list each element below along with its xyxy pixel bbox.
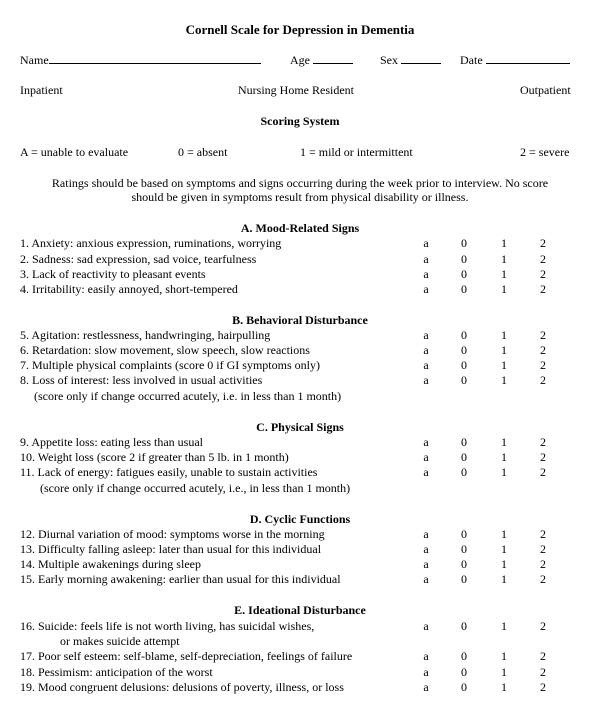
score-1[interactable]: 1 (501, 665, 507, 679)
score-0[interactable]: 0 (461, 328, 467, 342)
item-text: 7. Multiple physical complaints (score 0 if GI symptoms only) (20, 358, 320, 372)
score-0[interactable]: 0 (461, 252, 467, 266)
score-1[interactable]: 1 (501, 450, 507, 464)
score-2[interactable]: 2 (540, 343, 546, 357)
score-0[interactable]: 0 (461, 373, 467, 387)
item-text: 19. Mood congruent delusions: delusions of poverty, illness, or loss (20, 680, 344, 694)
score-2[interactable]: 2 (540, 665, 546, 679)
item-text: 14. Multiple awakenings during sleep (20, 557, 201, 571)
item-row (20, 450, 580, 465)
score-2[interactable]: 2 (540, 527, 546, 541)
item-text: 1. Anxiety: anxious expression, ruminations, worrying (20, 236, 282, 250)
scoring-heading: Scoring System (260, 114, 340, 128)
item-row (20, 680, 580, 695)
score-a[interactable]: a (423, 328, 429, 342)
inpatient-option: Inpatient (20, 83, 63, 97)
name-label: Name (20, 53, 49, 67)
item-row (20, 343, 580, 358)
item-row (20, 465, 580, 480)
item-text: 6. Retardation: slow movement, slow speech, slow reactions (20, 343, 310, 357)
score-0[interactable]: 0 (461, 282, 467, 296)
score-0[interactable]: 0 (461, 572, 467, 586)
score-a[interactable]: a (423, 435, 429, 449)
score-a[interactable]: a (423, 373, 429, 387)
score-1[interactable]: 1 (501, 557, 507, 571)
scoring-two: 2 = severe (520, 145, 570, 159)
scoring-a: A = unable to evaluate (20, 145, 129, 159)
score-1[interactable]: 1 (501, 572, 507, 586)
score-0[interactable]: 0 (461, 267, 467, 281)
score-2[interactable]: 2 (540, 373, 546, 387)
section-title: B. Behavioral Disturbance (232, 313, 368, 327)
age-field[interactable] (290, 52, 353, 68)
instructions-line-1: Ratings should be based on symptoms and signs occurring during the week prior to interview. No score (51, 176, 549, 190)
score-1[interactable]: 1 (501, 373, 507, 387)
score-a[interactable]: a (423, 282, 429, 296)
score-0[interactable]: 0 (461, 435, 467, 449)
score-1[interactable]: 1 (501, 282, 507, 296)
score-1[interactable]: 1 (501, 267, 507, 281)
score-0[interactable]: 0 (461, 557, 467, 571)
item-note: or makes suicide attempt (60, 634, 180, 648)
score-0[interactable]: 0 (461, 358, 467, 372)
name-field[interactable] (20, 52, 261, 68)
item-text: 12. Diurnal variation of mood: symptoms worse in the morning (20, 527, 325, 541)
item-text: 16. Suicide: feels life is not worth living, has suicidal wishes, (20, 619, 315, 633)
score-a[interactable]: a (423, 619, 429, 633)
item-row (20, 267, 580, 282)
score-2[interactable]: 2 (540, 328, 546, 342)
outpatient-option: Outpatient (520, 83, 571, 97)
section-title: A. Mood-Related Signs (240, 221, 360, 235)
score-1[interactable]: 1 (501, 542, 507, 556)
item-row (20, 665, 580, 680)
score-a[interactable]: a (423, 358, 429, 372)
score-2[interactable]: 2 (540, 619, 546, 633)
date-label: Date (460, 53, 483, 67)
date-blank[interactable] (486, 52, 570, 64)
score-1[interactable]: 1 (501, 680, 507, 694)
item-note: (score only if change occurred acutely, i.e., in less than 1 month) (40, 481, 351, 495)
score-0[interactable]: 0 (461, 665, 467, 679)
score-0[interactable]: 0 (461, 542, 467, 556)
item-text: 10. Weight loss (score 2 if greater than 5 lb. in 1 month) (20, 450, 289, 464)
score-0[interactable]: 0 (461, 236, 467, 250)
page-title: Cornell Scale for Depression in Dementia (185, 22, 415, 37)
item-note: (score only if change occurred acutely, i.e. in less than 1 month) (34, 389, 342, 403)
scoring-zero: 0 = absent (178, 145, 228, 159)
score-0[interactable]: 0 (461, 619, 467, 633)
item-text: 18. Pessimism: anticipation of the worst (20, 665, 213, 679)
score-a[interactable]: a (423, 572, 429, 586)
item-text: 17. Poor self esteem: self-blame, self-depreciation, feelings of failure (20, 649, 353, 663)
item-row (20, 282, 580, 297)
scoring-one: 1 = mild or intermittent (300, 145, 413, 159)
score-a[interactable]: a (423, 557, 429, 571)
score-a[interactable]: a (423, 542, 429, 556)
age-label: Age (290, 53, 310, 67)
section-title: D. Cyclic Functions (249, 512, 351, 526)
sex-label: Sex (380, 53, 398, 67)
item-text: 5. Agitation: restlessness, handwringing, hairpulling (20, 328, 271, 342)
score-0[interactable]: 0 (461, 450, 467, 464)
item-row (20, 252, 580, 267)
score-2[interactable]: 2 (540, 236, 546, 250)
section-title: E. Ideational Disturbance (234, 603, 366, 617)
item-text: 2. Sadness: sad expression, sad voice, tearfulness (20, 252, 257, 266)
score-1[interactable]: 1 (501, 328, 507, 342)
age-blank[interactable] (313, 52, 353, 64)
item-row (20, 649, 580, 664)
score-2[interactable]: 2 (540, 450, 546, 464)
item-text: 4. Irritability: easily annoyed, short-tempered (20, 282, 238, 296)
score-0[interactable]: 0 (461, 649, 467, 663)
score-1[interactable]: 1 (501, 358, 507, 372)
item-text: 3. Lack of reactivity to pleasant events (20, 267, 206, 281)
item-row (20, 373, 580, 388)
item-text: 11. Lack of energy: fatigues easily, unable to sustain activities (20, 465, 318, 479)
item-row (20, 619, 580, 634)
score-1[interactable]: 1 (501, 252, 507, 266)
score-0[interactable]: 0 (461, 680, 467, 694)
score-2[interactable]: 2 (540, 649, 546, 663)
score-1[interactable]: 1 (501, 343, 507, 357)
item-row (20, 358, 580, 373)
item-text: 8. Loss of interest: less involved in usual activities (20, 373, 263, 387)
item-row (20, 236, 580, 251)
score-2[interactable]: 2 (540, 680, 546, 694)
score-2[interactable]: 2 (540, 465, 546, 479)
score-1[interactable]: 1 (501, 649, 507, 663)
score-2[interactable]: 2 (540, 557, 546, 571)
score-1[interactable]: 1 (501, 236, 507, 250)
item-row (20, 557, 580, 572)
item-text: 9. Appetite loss: eating less than usual (20, 435, 203, 449)
score-a[interactable]: a (423, 252, 429, 266)
score-0[interactable]: 0 (461, 465, 467, 479)
score-1[interactable]: 1 (501, 619, 507, 633)
score-a[interactable]: a (423, 267, 429, 281)
item-row (20, 572, 580, 587)
item-text: 13. Difficulty falling asleep: later than usual for this individual (20, 542, 322, 556)
score-1[interactable]: 1 (501, 527, 507, 541)
score-0[interactable]: 0 (461, 527, 467, 541)
score-1[interactable]: 1 (501, 465, 507, 479)
instructions-line-2: should be given in symptoms result from physical disability or illness. (131, 190, 469, 204)
score-0[interactable]: 0 (461, 343, 467, 357)
section-title: C. Physical Signs (256, 420, 344, 434)
score-2[interactable]: 2 (540, 252, 546, 266)
score-a[interactable]: a (423, 465, 429, 479)
sex-blank[interactable] (401, 52, 441, 64)
score-a[interactable]: a (423, 527, 429, 541)
score-a[interactable]: a (423, 649, 429, 663)
score-a[interactable]: a (423, 680, 429, 694)
name-blank[interactable] (49, 52, 261, 64)
score-a[interactable]: a (423, 665, 429, 679)
item-row (20, 328, 580, 343)
item-row (20, 527, 580, 542)
item-row (20, 542, 580, 557)
date-field[interactable] (460, 52, 570, 68)
score-a[interactable]: a (423, 450, 429, 464)
score-a[interactable]: a (423, 343, 429, 357)
score-a[interactable]: a (423, 236, 429, 250)
score-2[interactable]: 2 (540, 358, 546, 372)
item-row (20, 435, 580, 450)
nursing-home-option: Nursing Home Resident (238, 83, 354, 97)
sex-field[interactable] (380, 52, 441, 68)
score-2[interactable]: 2 (540, 572, 546, 586)
item-text: 15. Early morning awakening: earlier than usual for this individual (20, 572, 341, 586)
score-2[interactable]: 2 (540, 282, 546, 296)
score-2[interactable]: 2 (540, 267, 546, 281)
score-2[interactable]: 2 (540, 542, 546, 556)
score-2[interactable]: 2 (540, 435, 546, 449)
score-1[interactable]: 1 (501, 435, 507, 449)
